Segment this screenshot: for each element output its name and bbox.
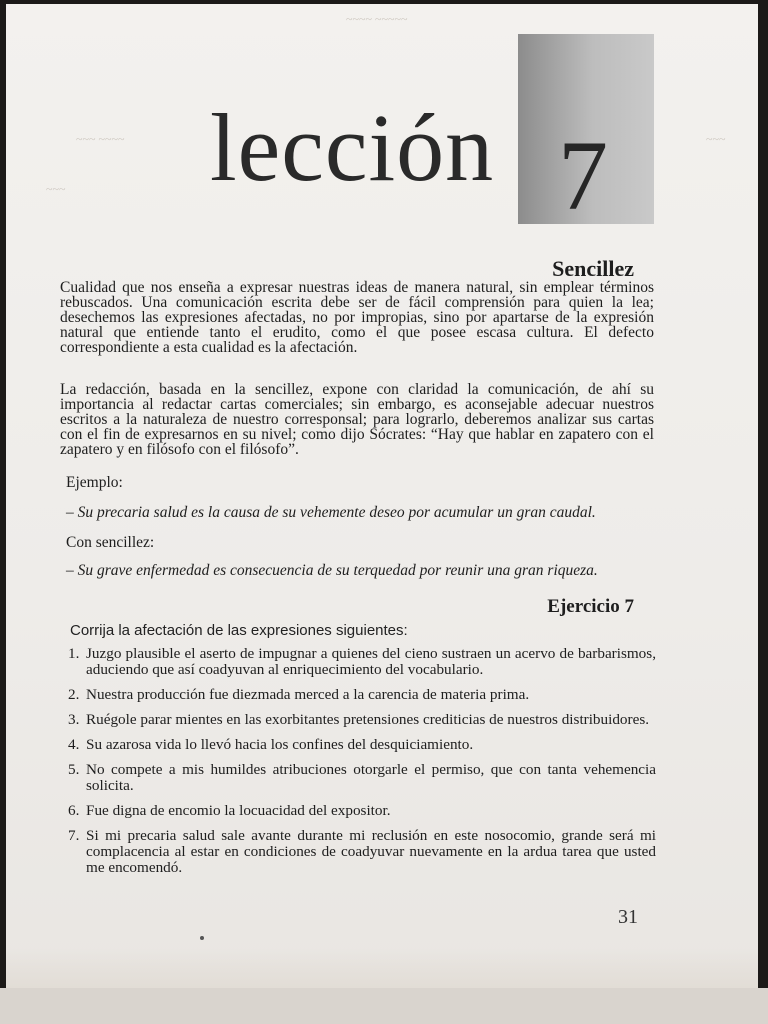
lesson-number: 7 [558, 120, 608, 231]
simple-label: Con sencillez: [66, 534, 155, 551]
exercise-item: 1. Juzgo plausible el aserto de impugnar a quienes del cieno sustraen un acervo de barbarismos, aduciendo que así coadyuvan al enriquecimiento del vocabulario. [68, 645, 656, 678]
bleed-through-mark: ~~~ [46, 182, 66, 196]
exercise-item: 5. No compete a mis humildes atribuciones otorgarle el permiso, que con tanta vehemencia solicita. [68, 761, 656, 794]
bleed-through-mark: ~~~ [706, 132, 726, 146]
exercise-item: 6. Fue digna de encomio la locuacidad del expositor. [68, 802, 391, 819]
exercise-instruction: Corrija la afectación de las expresiones siguientes: [70, 622, 408, 639]
exercise-item: 7. Si mi precaria salud sale avante durante mi reclusión en este nosocomio, grande será mi complacencia al estar en condiciones de coadyuvar nuevamente en la ardua tarea que usted me encomendó. [68, 827, 656, 876]
scan-background [0, 988, 768, 1024]
bleed-through-mark: ~~~~ ~~~~~ [346, 12, 408, 26]
exercise-title: Ejercicio 7 [547, 596, 634, 617]
paragraph-1: Cualidad que nos enseña a expresar nuestras ideas de manera natural, sin emplear términos rebuscados. Una comunicación escrita debe ser de fácil comprensión para quien la lea; desechemos las expresiones afectadas, no por impropias, sino por apartarse de la expresión natural que entiende tanto el erudito, como el que posee escasa cultura. El defecto correspondiente a esta cualidad es la afectación. [60, 279, 654, 356]
example-label: Ejemplo: [66, 474, 123, 491]
example-text: – Su precaria salud es la causa de su vehemente deseo por acumular un gran caudal. [66, 504, 596, 521]
section-title: Sencillez [552, 256, 634, 281]
exercise-item: 3. Ruégole parar mientes en las exorbitantes pretensiones crediticias de nuestros distribuidores. [68, 711, 650, 728]
bleed-through-mark: ~~~ ~~~~ [76, 132, 125, 146]
lesson-number-box [518, 34, 654, 231]
book-page [6, 4, 758, 988]
exercise-list [68, 646, 656, 885]
simple-text: – Su grave enfermedad es consecuencia de su terquedad por reunir una gran riqueza. [66, 562, 598, 579]
exercise-item: 4. Su azarosa vida lo llevó hacia los confines del desquiciamiento. [68, 736, 474, 753]
exercise-item: 2. Nuestra producción fue diezmada merced a la carencia de materia prima. [68, 686, 530, 703]
page-number: 31 [618, 906, 638, 928]
paragraph-2: La redacción, basada en la sencillez, expone con claridad la comunicación, de ahí su importancia al redactar cartas comerciales; sin embargo, es aconsejable adecuar nuestros escritos a la naturaleza de nuestro corresponsal; para lograrlo, deberemos analizar sus cartas con el fin de expresarnos en su nivel; como dijo Sócrates: “Hay que hablar en zapatero con el zapatero y en filósofo con el filósofo”. [60, 381, 654, 458]
lesson-title: lección [210, 94, 495, 201]
ink-spot [200, 936, 204, 940]
page-bottom-shadow [6, 948, 758, 988]
